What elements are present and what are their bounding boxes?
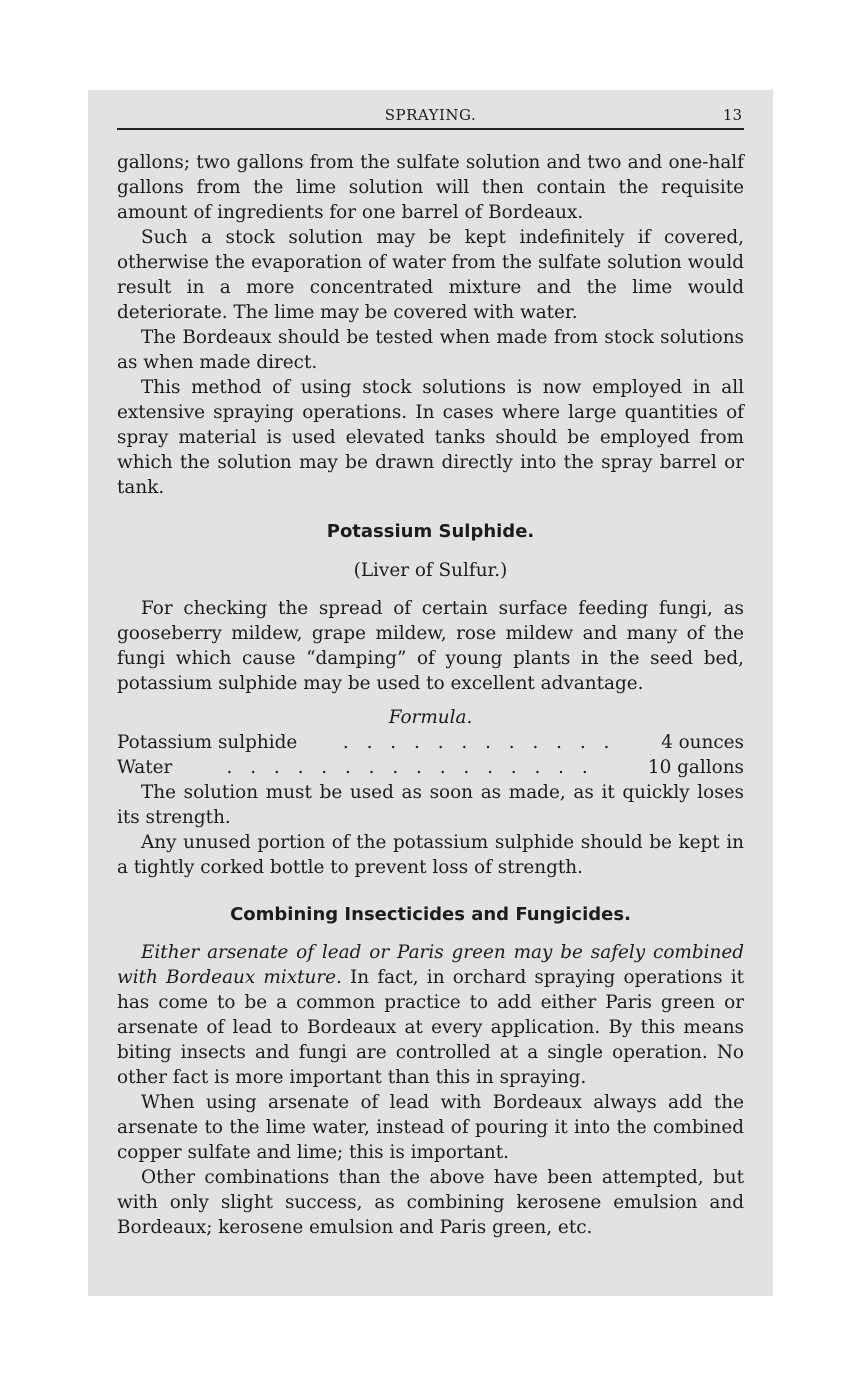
formula-row	[117, 755, 744, 780]
paragraph	[117, 940, 744, 1090]
formula-leader-dots: . . . . . . . . . . . . . . . .	[226, 757, 594, 778]
paragraph: When using arsenate of lead with Bordeaux always add the arsenate to the lime water, instead of pouring it into the combined copper sulfate and lime; this is important.	[117, 1092, 744, 1163]
formula-quantity: 10 gallons	[647, 757, 744, 778]
formula-quantity: 4 ounces	[661, 732, 744, 753]
running-head: SPRAYING.	[384, 106, 477, 124]
paragraph: The Bordeaux should be tested when made from stock solutions as when made direct.	[117, 327, 744, 373]
formula-item: Water	[117, 757, 173, 778]
paragraph: Any unused portion of the potassium sulphide should be kept in a tightly corked bottle to prevent loss of strength.	[117, 832, 744, 878]
paragraph: The solution must be used as soon as made, as it quickly loses its strength.	[117, 782, 744, 828]
paragraph: Other combinations than the above have been attempted, but with only slight success, as combining kerosene emulsion and Bordeaux; kerosene emulsion and Paris green, etc.	[117, 1167, 744, 1238]
formula-row	[117, 730, 744, 755]
page-number: 13	[722, 106, 742, 124]
section-heading-combining: Combining Insecticides and Fungicides.	[230, 904, 631, 925]
formula-title: Formula.	[388, 707, 473, 728]
section-heading-potassium-sulphide: Potassium Sulphide.	[326, 521, 535, 542]
page-header	[117, 106, 744, 130]
paragraph: This method of using stock solutions is now employed in all extensive spraying operations. In cases where large quantities of spray material is used elevated tanks should be employed from which the solution may be drawn directly into the spray barrel or tank.	[117, 377, 744, 498]
book-page	[88, 90, 773, 1296]
formula-item: Potassium sulphide	[117, 732, 298, 753]
paragraph: For checking the spread of certain surface feeding fungi, as gooseberry mildew, grape mildew, rose mildew and many of the fungi which cause “damping” of young plants in the seed bed, potassium sulphide may be used to excellent advantage.	[117, 598, 744, 694]
paragraph: gallons; two gallons from the sulfate solution and two and one-half gallons from the lime solution will then contain the requisite amount of ingredients for one barrel of Bordeaux.	[117, 152, 744, 223]
page-body	[117, 150, 744, 1240]
paragraph-text: In fact, in orchard spraying operations it has come to be a common practice to add either Paris green or arsenate of lead to Bordeaux at every application. By this means biting insects and fungi are controlled at a single operation. No other fact is more important than this in spraying.	[117, 967, 744, 1088]
paragraph: Such a stock solution may be kept indefinitely if covered, otherwise the evaporation of water from the sulfate solution would result in a more concentrated mixture and the lime would deteriorate. The lime may be covered with water.	[117, 227, 744, 323]
italic-statement: Either arsenate of lead or Paris green may be safely combined with Bordeaux mixture.	[117, 942, 744, 988]
section-subheading: (Liver of Sulfur.)	[353, 560, 508, 581]
formula-leader-dots: . . . . . . . . . . . .	[342, 732, 616, 753]
